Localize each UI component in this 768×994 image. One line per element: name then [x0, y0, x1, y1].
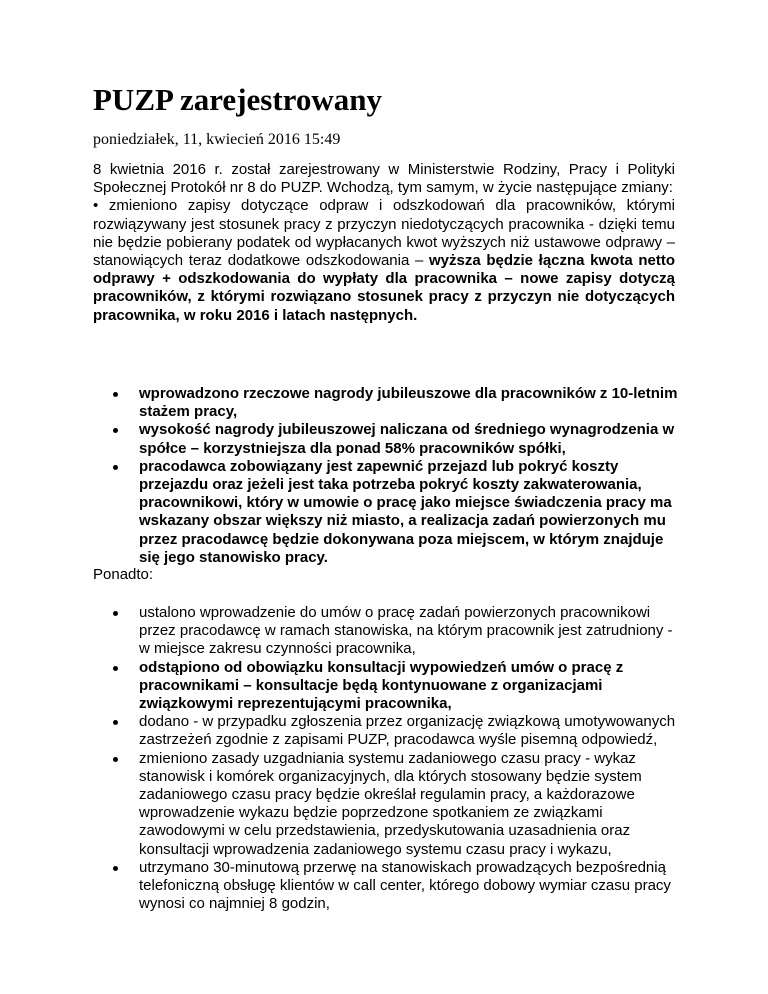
list-item-text: pracodawca zobowiązany jest zapewnić przejazd lub pokryć koszty przejazdu oraz jeżeli jest taka potrzeba pokryć koszty zakwaterowania, pracownikowi, który w umowie o pracę jako miejsce świadczenia pracy ma wskazany obszar większy niż miasto, a realizacja zadań powierzonych mu przez pracodawcę będzie dokonywana poza miejscem, w którym znajduje się jego stanowisko pracy. — [139, 457, 672, 566]
bullet-icon — [113, 720, 118, 725]
bullet-icon — [113, 392, 118, 397]
intro-paragraph — [93, 161, 675, 325]
list-item-text: ustalono wprowadzenie do umów o pracę zadań powierzonych pracownikowi przez pracodawcę w ramach stanowiska, na którym pracownik jest zatrudniony - w miejsce zakresu czynności pracownika, — [139, 604, 673, 658]
bullet-icon — [113, 611, 118, 616]
intro-text-1: 8 kwietnia 2016 r. został zarejestrowany w Ministerstwie Rodziny, Pracy i Polityki Społecznej Protokół nr 8 do PUZP. Wchodzą, tym samym, w życie następujące zmiany: — [93, 161, 675, 197]
intro-text-2: • zmieniono zapisy dotyczące odpraw i odszkodowań dla pracowników, którymi rozwiązywany jest stosunek pracy z przyczyn niedotyczących pracownika - dzięki temu nie będzie pobierany podatek od wypłacanych kwot wyższych niż ustawowe odprawy – stanowiących teraz dodatkowe odszkodowania – — [93, 197, 675, 270]
publish-date: poniedziałek, 11, kwiecień 2016 15:49 — [93, 131, 341, 148]
list-item — [139, 713, 684, 749]
list-item-text: wysokość nagrody jubileuszowej naliczana od średniego wynagrodzenia w spółce – korzystniejsza dla ponad 58% pracowników spółki, — [139, 421, 675, 457]
bullet-icon — [113, 866, 118, 871]
bullet-icon — [113, 666, 118, 671]
bold-bullet-list — [139, 385, 684, 567]
page-title: PUZP zarejestrowany — [93, 82, 382, 117]
list-item-text: zmieniono zasady uzgadniania systemu zadaniowego czasu pracy - wykaz stanowisk i komórek organizacyjnych, dla których stosowany będzie system zadaniowego czasu pracy będzie określał regulamin pracy, a każdorazowe wprowadzenie wykazu będzie poprzedzone spotkaniem ze związkami zawodowymi w celu przedstawienia, przedyskutowania uzasadnienia oraz konsultacji wprowadzenia zadaniowego systemu czasu pracy i wykazu, — [139, 749, 642, 858]
list-item — [139, 458, 684, 567]
list-item — [139, 859, 684, 914]
list-item — [139, 385, 684, 421]
list-item-text: dodano - w przypadku zgłoszenia przez organizację związkową umotywowanych zastrzeżeń zgodnie z zapisami PUZP, pracodawca wyśle pisemną odpowiedź, — [139, 713, 676, 749]
bullet-icon — [113, 757, 118, 762]
list-item-text: odstąpiono od obowiązku konsultacji wypowiedzeń umów o pracę z pracownikami – konsultacje będą kontynuowane z organizacjami związkowymi reprezentującymi pracownika, — [139, 658, 624, 713]
list-item-text: wprowadzono rzeczowe nagrody jubileuszowe dla pracowników z 10-letnim stażem pracy, — [139, 385, 678, 421]
intro-bold-text: wyższa będzie łączna kwota netto odprawy + odszkodowania do wypłaty dla pracownika – nowe zapisy dotyczą pracowników, z którymi rozwiązano stosunek pracy z przyczyn nie dotyczących pracownika, w roku 2016 i latach następnych. — [93, 252, 675, 324]
bullet-icon — [113, 428, 118, 433]
bullet-icon — [113, 465, 118, 470]
list-item — [139, 659, 684, 714]
list-item — [139, 750, 684, 859]
plain-bullet-list — [139, 604, 684, 913]
list-item — [139, 604, 684, 659]
list-item — [139, 421, 684, 457]
list-item-text: utrzymano 30-minutową przerwę na stanowiskach prowadzących bezpośrednią telefoniczną obsługę klientów w call center, którego dobowy wymiar czasu pracy wynosi co najmniej 8 godzin, — [139, 858, 671, 913]
section-label: Ponadto: — [93, 566, 154, 583]
